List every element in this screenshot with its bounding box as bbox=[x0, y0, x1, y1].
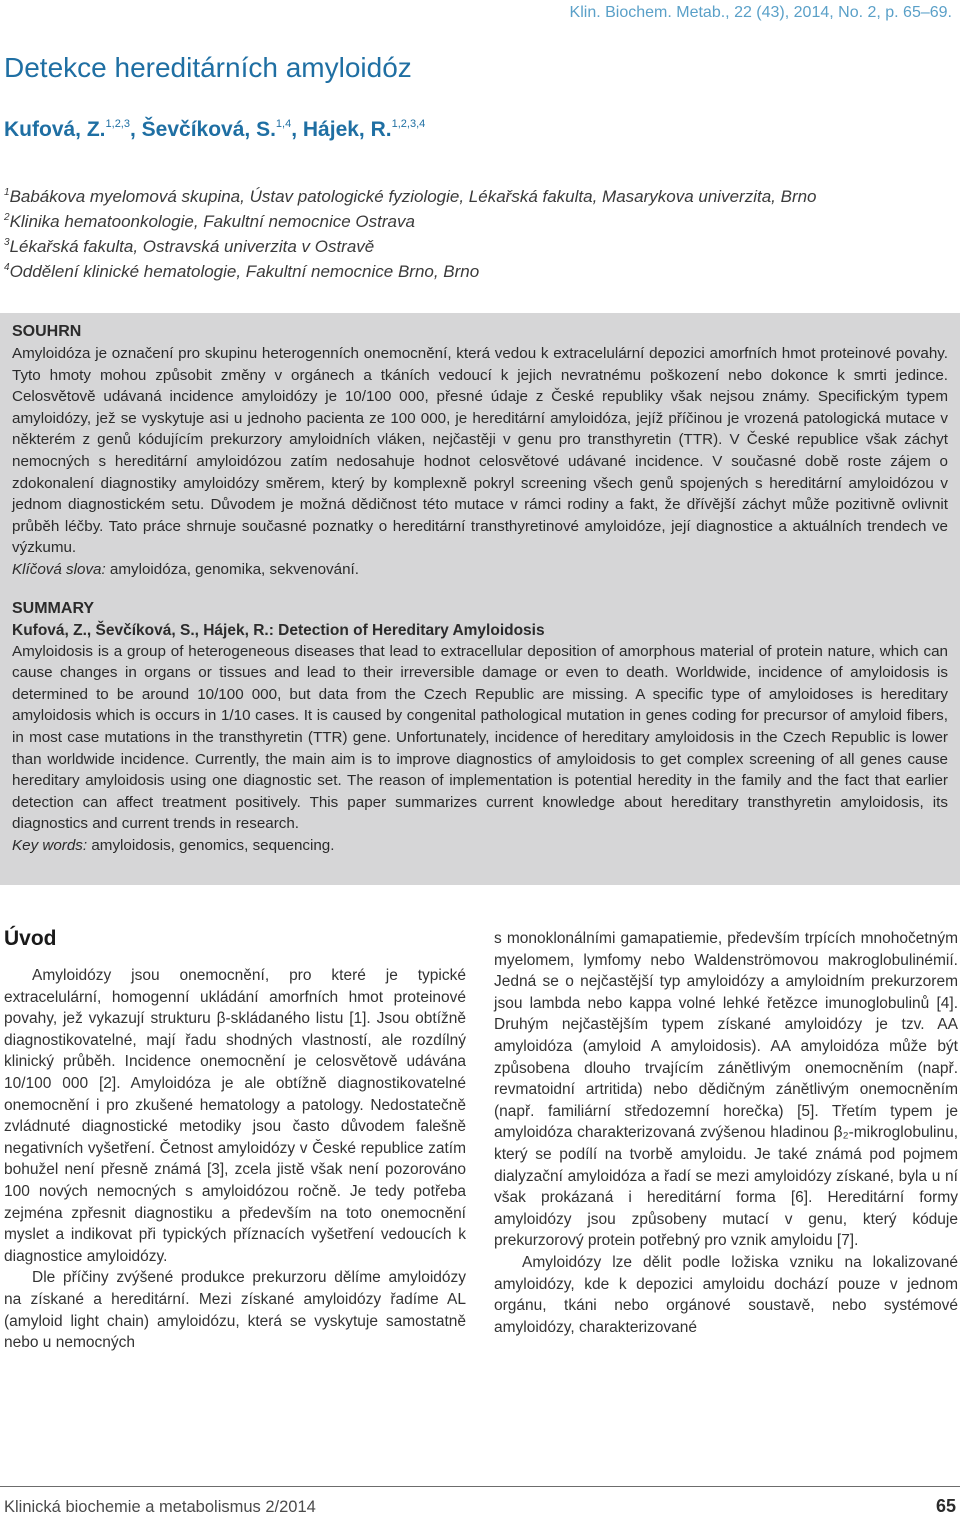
keywords-value: amyloidosis, genomics, sequencing. bbox=[87, 836, 335, 854]
journal-reference: Klin. Biochem. Metab., 22 (43), 2014, No. 2, p. 65–69. bbox=[569, 4, 952, 21]
affiliation-number: 2 bbox=[4, 212, 10, 223]
author-name: Ševčíková, S. bbox=[141, 118, 276, 141]
footer-divider bbox=[0, 1486, 960, 1487]
section-heading-uvod: Úvod bbox=[4, 927, 57, 950]
affiliation-number: 3 bbox=[4, 237, 10, 248]
footer-journal: Klinická biochemie a metabolismus 2/2014 bbox=[4, 1498, 316, 1516]
body-column-left bbox=[4, 925, 466, 1354]
body-paragraph: Dle příčiny zvýšené produkce prekurzoru dělíme amyloidózy na získané a hereditární. Mezi získané amyloidózy řadíme AL (amyloid light chain) amyloidózu, která se vyskytuje samostatně nebo u nemocných bbox=[4, 1269, 466, 1352]
affiliation-3 bbox=[4, 237, 374, 257]
affiliation-4 bbox=[4, 262, 479, 282]
abstract-box bbox=[0, 313, 960, 885]
summary-text: Amyloidosis is a group of heterogeneous diseases that lead to extracellular deposition of amorphous material of protein nature, which can cause changes in organs or tissues and lead to their irreversible damage or even to death. Worldwide, incidence of amyloidosis is determined to be around 10/100 000, but data from the Czech Republic are missing. A specific type of amyloidoses is hereditary amyloidosis which is occurs in 1/10 cases. It is caused by congenital pathological mutation in genes coding for precursor of amyloid fibers, in most case mutations in the transthyretin (TTR) gene. Unfortunately, incidence of hereditary amyloidosis in the Czech Republic is lower than worldwide incidence. Currently, the main aim is to improve diagnostics of amyloidosis to get complex screening of all genes cause hereditary amyloidosis using one diagnostic set. The reason of implementation is potential heredity in the family and the fact that earlier detection can affect treatment positively. This paper summarizes current knowledge about hereditary transthyretin amyloidosis, its diagnostics and current trends in research. bbox=[12, 642, 948, 833]
affiliation-text: Babákova myelomová skupina, Ústav patologické fyziologie, Lékařská fakulta, Masarykova univerzita, Brno bbox=[9, 187, 817, 206]
summary-heading: SUMMARY bbox=[12, 599, 95, 617]
author-affiliation-marker: 1,4 bbox=[275, 118, 292, 130]
keywords-label: Klíčová slova: bbox=[12, 560, 106, 578]
author-affiliation-marker: 1,2,3,4 bbox=[391, 118, 426, 130]
souhrn-keywords bbox=[12, 559, 948, 581]
summary-keywords bbox=[12, 835, 948, 857]
affiliation-text: Oddělení klinické hematologie, Fakultní nemocnice Brno, Brno bbox=[9, 262, 480, 281]
affiliation-number: 4 bbox=[4, 262, 10, 273]
page-number: 65 bbox=[935, 1496, 956, 1516]
keywords-value: amyloidóza, genomika, sekvenování. bbox=[105, 560, 359, 578]
body-paragraph: s monoklonálními gamapatiemie, především trpících mnohočetným myelomem, lymfomy nebo Waldenströmovou makroglobulinémií. Jedná se o nejčastější typ amyloidózy a amyloidním prekurzorem jsou lambda nebo kappa volné lehké řetězce imunoglobulinů [4]. Druhým nejčastějším typem získané amyloidózy je tzv. AA amyloidóza (amyloid A amyloidosis). AA amyloidóza může být způsobena dlouho trvajícím zánětlivým onemocněním (např. revmatoidní artritida) nebo dědičným zánětlivým onemocněním (např. familiární středozemní horečka) [5]. Třetím typem je amyloidóza charakterizovaná zvýšenou hladinou β₂-mikroglobulinu, který se podílí na tvorbě amyloidu. Je také známá pod pojmem dialyzační amyloidóza a řadí se mezi amyloidózy získané, byla u ní však prokázaná i hereditární forma [6]. Hereditární formy amyloidózy jsou způsobeny mutací v genu, který kóduje prekurzorový protein potřebný pro vznik amyloidu [7]. bbox=[494, 930, 958, 1250]
body-paragraph: Amyloidózy lze dělit podle ložiska vzniku na lokalizované amyloidózy, kde k depozici amyloidu dochází pouze v jednom orgánu, tkáni nebo orgánové soustavě, nebo systémové amyloidózy, charakterizované bbox=[494, 1253, 958, 1336]
author-name: Kufová, Z. bbox=[4, 118, 106, 141]
article-title: Detekce hereditárních amyloidóz bbox=[4, 52, 412, 83]
author-name: Hájek, R. bbox=[302, 118, 392, 141]
souhrn-text: Amyloidóza je označení pro skupinu heterogenních onemocnění, která vedou k extracelulární depozici amorfních hmot proteinové povahy. Tyto hmoty mohou způsobit změny v orgánech a tkáních vedoucí k jejich nevratnému poškození nebo dokonce k smrti jedince. Celosvětově udávaná incidence amyloidózy je 10/100 000, přesné údaje z České republiky však nejsou známy. Specifickým typem amyloidózy, jež se vyskytuje asi u jednoho pacienta ze 100 000, je hereditární amyloidóza, jejíž příčinou je vrozená patologická mutace v některém z genů kódujícím prekurzory amyloidních vláken, nejčastěji v genu pro transthyretin (TTR). V České republice však záchyt nemocných s hereditární amyloidózou zatím nedosahuje hodnot celosvětové udávané incidence. V současné době roste zájem o zdokonalení diagnostiky amyloidózy směrem, který by komplexně pokryl screening všech genů spojených s hereditární amyloidózou v jednom diagnostickém setu. Důvodem je možná dědičnost této mutace v rámci rodiny a fakt, že dřívější záchyt může pozitivně ovlivnit průběh léčby. Tato práce shrnuje současné poznatky o hereditární transthyretinové amyloidóze, její diagnostice a aktuálních trendech ve výzkumu. bbox=[12, 345, 948, 557]
affiliation-number: 1 bbox=[4, 187, 10, 198]
body-paragraph: Amyloidózy jsou onemocnění, pro které je typické extracelulární, homogenní ukládání amorfních hmot proteinové povahy, jež vykazují strukturu β-skládaného listu [1]. Jsou obtížně diagnostikovatelné, mají řadu shodných vlastností, ale rozdílný klinický průběh. Incidence onemocnění je celosvětově udávána 10/100 000 [2]. Amyloidóza je ale obtížně diagnostikovatelné onemocnění i pro zkušené hematology a patology. Nedostatečně zvládnuté diagnostické metodiky jsou často důvodem falešně negativních vyšetření. Četnost amyloidózy v České republice zatím bohužel není přesně známá [3], zcela jistě však není pozorováno 100 nových nemocných s amyloidózou ročně. Je tedy potřeba zejména zpřesnit diagnostiku a především na toto onemocnění myslet a indikovat při typických příznacích vyšetření vedoucích k diagnostice amyloidózy. bbox=[4, 967, 466, 1265]
author-affiliation-marker: 1,2,3 bbox=[105, 118, 130, 130]
keywords-label: Key words: bbox=[12, 836, 88, 854]
affiliation-text: Lékařská fakulta, Ostravská univerzita v Ostravě bbox=[9, 237, 375, 256]
affiliation-2 bbox=[4, 212, 415, 232]
souhrn-heading: SOUHRN bbox=[12, 323, 82, 340]
author-list bbox=[4, 118, 425, 142]
author-separator: , bbox=[291, 118, 303, 141]
body-column-right bbox=[494, 928, 958, 1338]
author-separator: , bbox=[129, 118, 142, 141]
affiliation-1 bbox=[4, 187, 817, 207]
summary-title: Kufová, Z., Ševčíková, S., Hájek, R.: Detection of Hereditary Amyloidosis bbox=[12, 621, 545, 639]
affiliation-text: Klinika hematoonkologie, Fakultní nemocnice Ostrava bbox=[9, 212, 415, 231]
